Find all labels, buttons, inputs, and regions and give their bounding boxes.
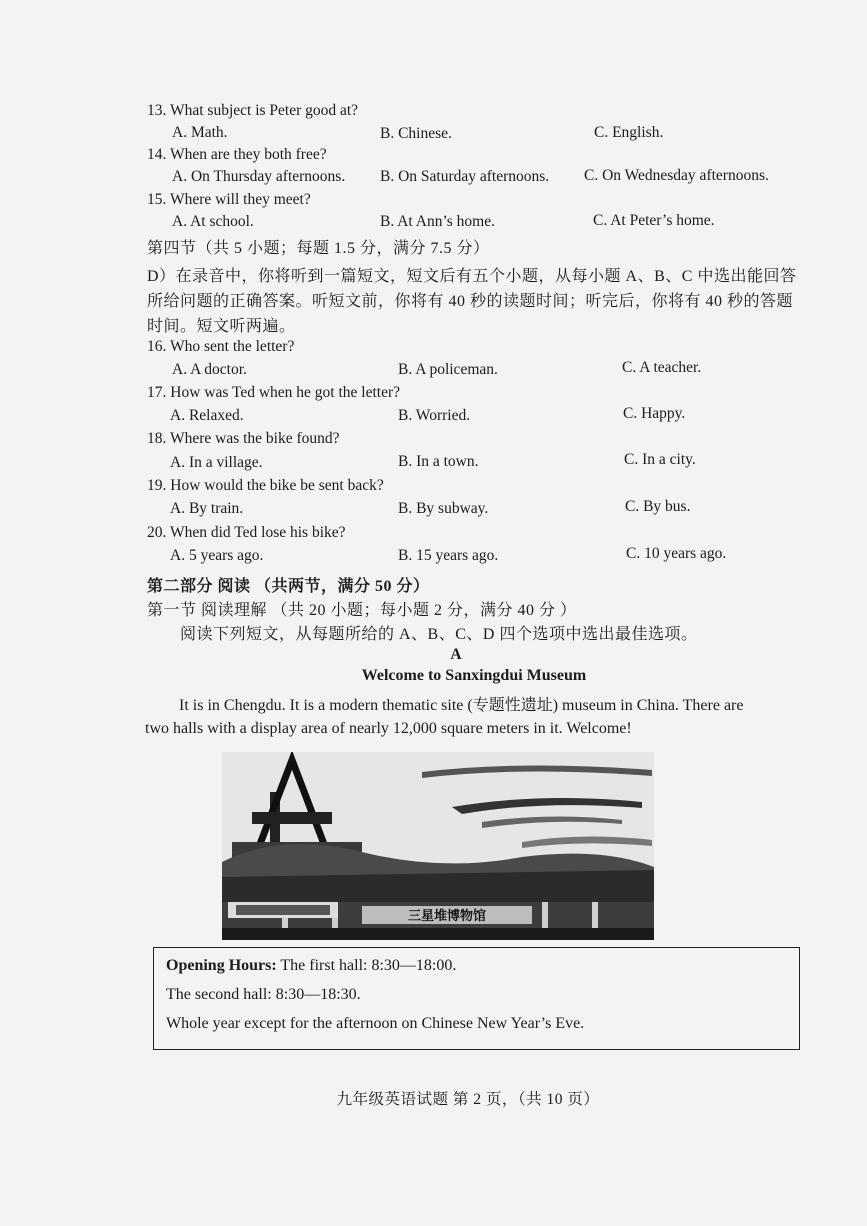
section-4-instruction-line-1: D）在录音中，你将听到一篇短文，短文后有五个小题，从每小题 A、B、C 中选出能回答 bbox=[147, 268, 797, 285]
q15-option-b: B. At Ann’s home. bbox=[380, 213, 495, 230]
passage-title: Welcome to Sanxingdui Museum bbox=[361, 667, 587, 684]
q20-option-a: A. 5 years ago. bbox=[170, 547, 264, 564]
q18-option-a: A. In a village. bbox=[170, 454, 263, 471]
q14-option-b: B. On Saturday afternoons. bbox=[380, 168, 550, 185]
question-15: 15. Where will they meet? bbox=[147, 191, 311, 208]
q16-option-a: A. A doctor. bbox=[172, 361, 247, 378]
section-4-header: 第四节（共 5 小题；每题 1.5 分，满分 7.5 分） bbox=[147, 240, 490, 257]
section-1-header: 第一节 阅读理解 （共 20 小题；每小题 2 分，满分 40 分 ） bbox=[147, 602, 577, 619]
q15-option-a: A. At school. bbox=[172, 213, 254, 230]
passage-paragraph-line-1: It is in Chengdu. It is a modern thematic site (专题性遗址) museum in China. There are bbox=[179, 697, 744, 714]
reading-instruction: 阅读下列短文，从每题所给的 A、B、C、D 四个选项中选出最佳选项。 bbox=[180, 626, 698, 643]
q20-option-c: C. 10 years ago. bbox=[626, 545, 727, 562]
q19-option-b: B. By subway. bbox=[398, 500, 489, 517]
question-18: 18. Where was the bike found? bbox=[147, 430, 340, 447]
q16-option-b: B. A policeman. bbox=[398, 361, 498, 378]
question-19: 19. How would the bike be sent back? bbox=[147, 477, 384, 494]
opening-hours-box bbox=[153, 947, 800, 1050]
part-2-header: 第二部分 阅读 （共两节，满分 50 分） bbox=[147, 578, 430, 595]
q13-option-c: C. English. bbox=[594, 124, 664, 141]
hours-line-1 bbox=[166, 957, 456, 975]
section-4-instruction-line-3: 时间。短文听两遍。 bbox=[147, 318, 296, 335]
q17-option-a: A. Relaxed. bbox=[170, 407, 244, 424]
q18-option-c: C. In a city. bbox=[624, 451, 696, 468]
q14-option-c: C. On Wednesday afternoons. bbox=[584, 167, 769, 184]
passage-label: A bbox=[450, 646, 462, 663]
q15-option-c: C. At Peter’s home. bbox=[593, 212, 715, 229]
hours-label: Opening Hours: bbox=[166, 957, 277, 974]
q13-option-a: A. Math. bbox=[172, 124, 228, 141]
q19-option-c: C. By bus. bbox=[625, 498, 691, 515]
q19-option-a: A. By train. bbox=[170, 500, 244, 517]
q16-option-c: C. A teacher. bbox=[622, 359, 702, 376]
museum-photo bbox=[222, 752, 654, 940]
question-14: 14. When are they both free? bbox=[147, 146, 327, 163]
page-footer: 九年级英语试题 第 2 页，（共 10 页） bbox=[336, 1091, 600, 1108]
q17-option-b: B. Worried. bbox=[398, 407, 471, 424]
q13-option-b: B. Chinese. bbox=[380, 125, 452, 142]
passage-paragraph-line-2: two halls with a display area of nearly 12,000 square meters in it. Welcome! bbox=[145, 720, 632, 737]
hours-second-hall: The second hall: 8:30—18:30. bbox=[166, 986, 361, 1003]
hours-first-hall: The first hall: 8:30—18:00. bbox=[276, 957, 457, 974]
question-16: 16. Who sent the letter? bbox=[147, 338, 295, 355]
question-20: 20. When did Ted lose his bike? bbox=[147, 524, 346, 541]
question-17: 17. How was Ted when he got the letter? bbox=[147, 384, 401, 401]
q20-option-b: B. 15 years ago. bbox=[398, 547, 499, 564]
hours-note: Whole year except for the afternoon on Chinese New Year’s Eve. bbox=[166, 1015, 585, 1032]
q17-option-c: C. Happy. bbox=[623, 405, 686, 422]
q18-option-b: B. In a town. bbox=[398, 453, 479, 470]
museum-sign-text: 三星堆博物馆 bbox=[407, 909, 487, 924]
section-4-instruction-line-2: 所给问题的正确答案。听短文前，你将有 40 秒的读题时间；听完后，你将有 40 秒的答题 bbox=[147, 293, 794, 310]
question-13: 13. What subject is Peter good at? bbox=[147, 102, 359, 119]
q14-option-a: A. On Thursday afternoons. bbox=[172, 168, 346, 185]
